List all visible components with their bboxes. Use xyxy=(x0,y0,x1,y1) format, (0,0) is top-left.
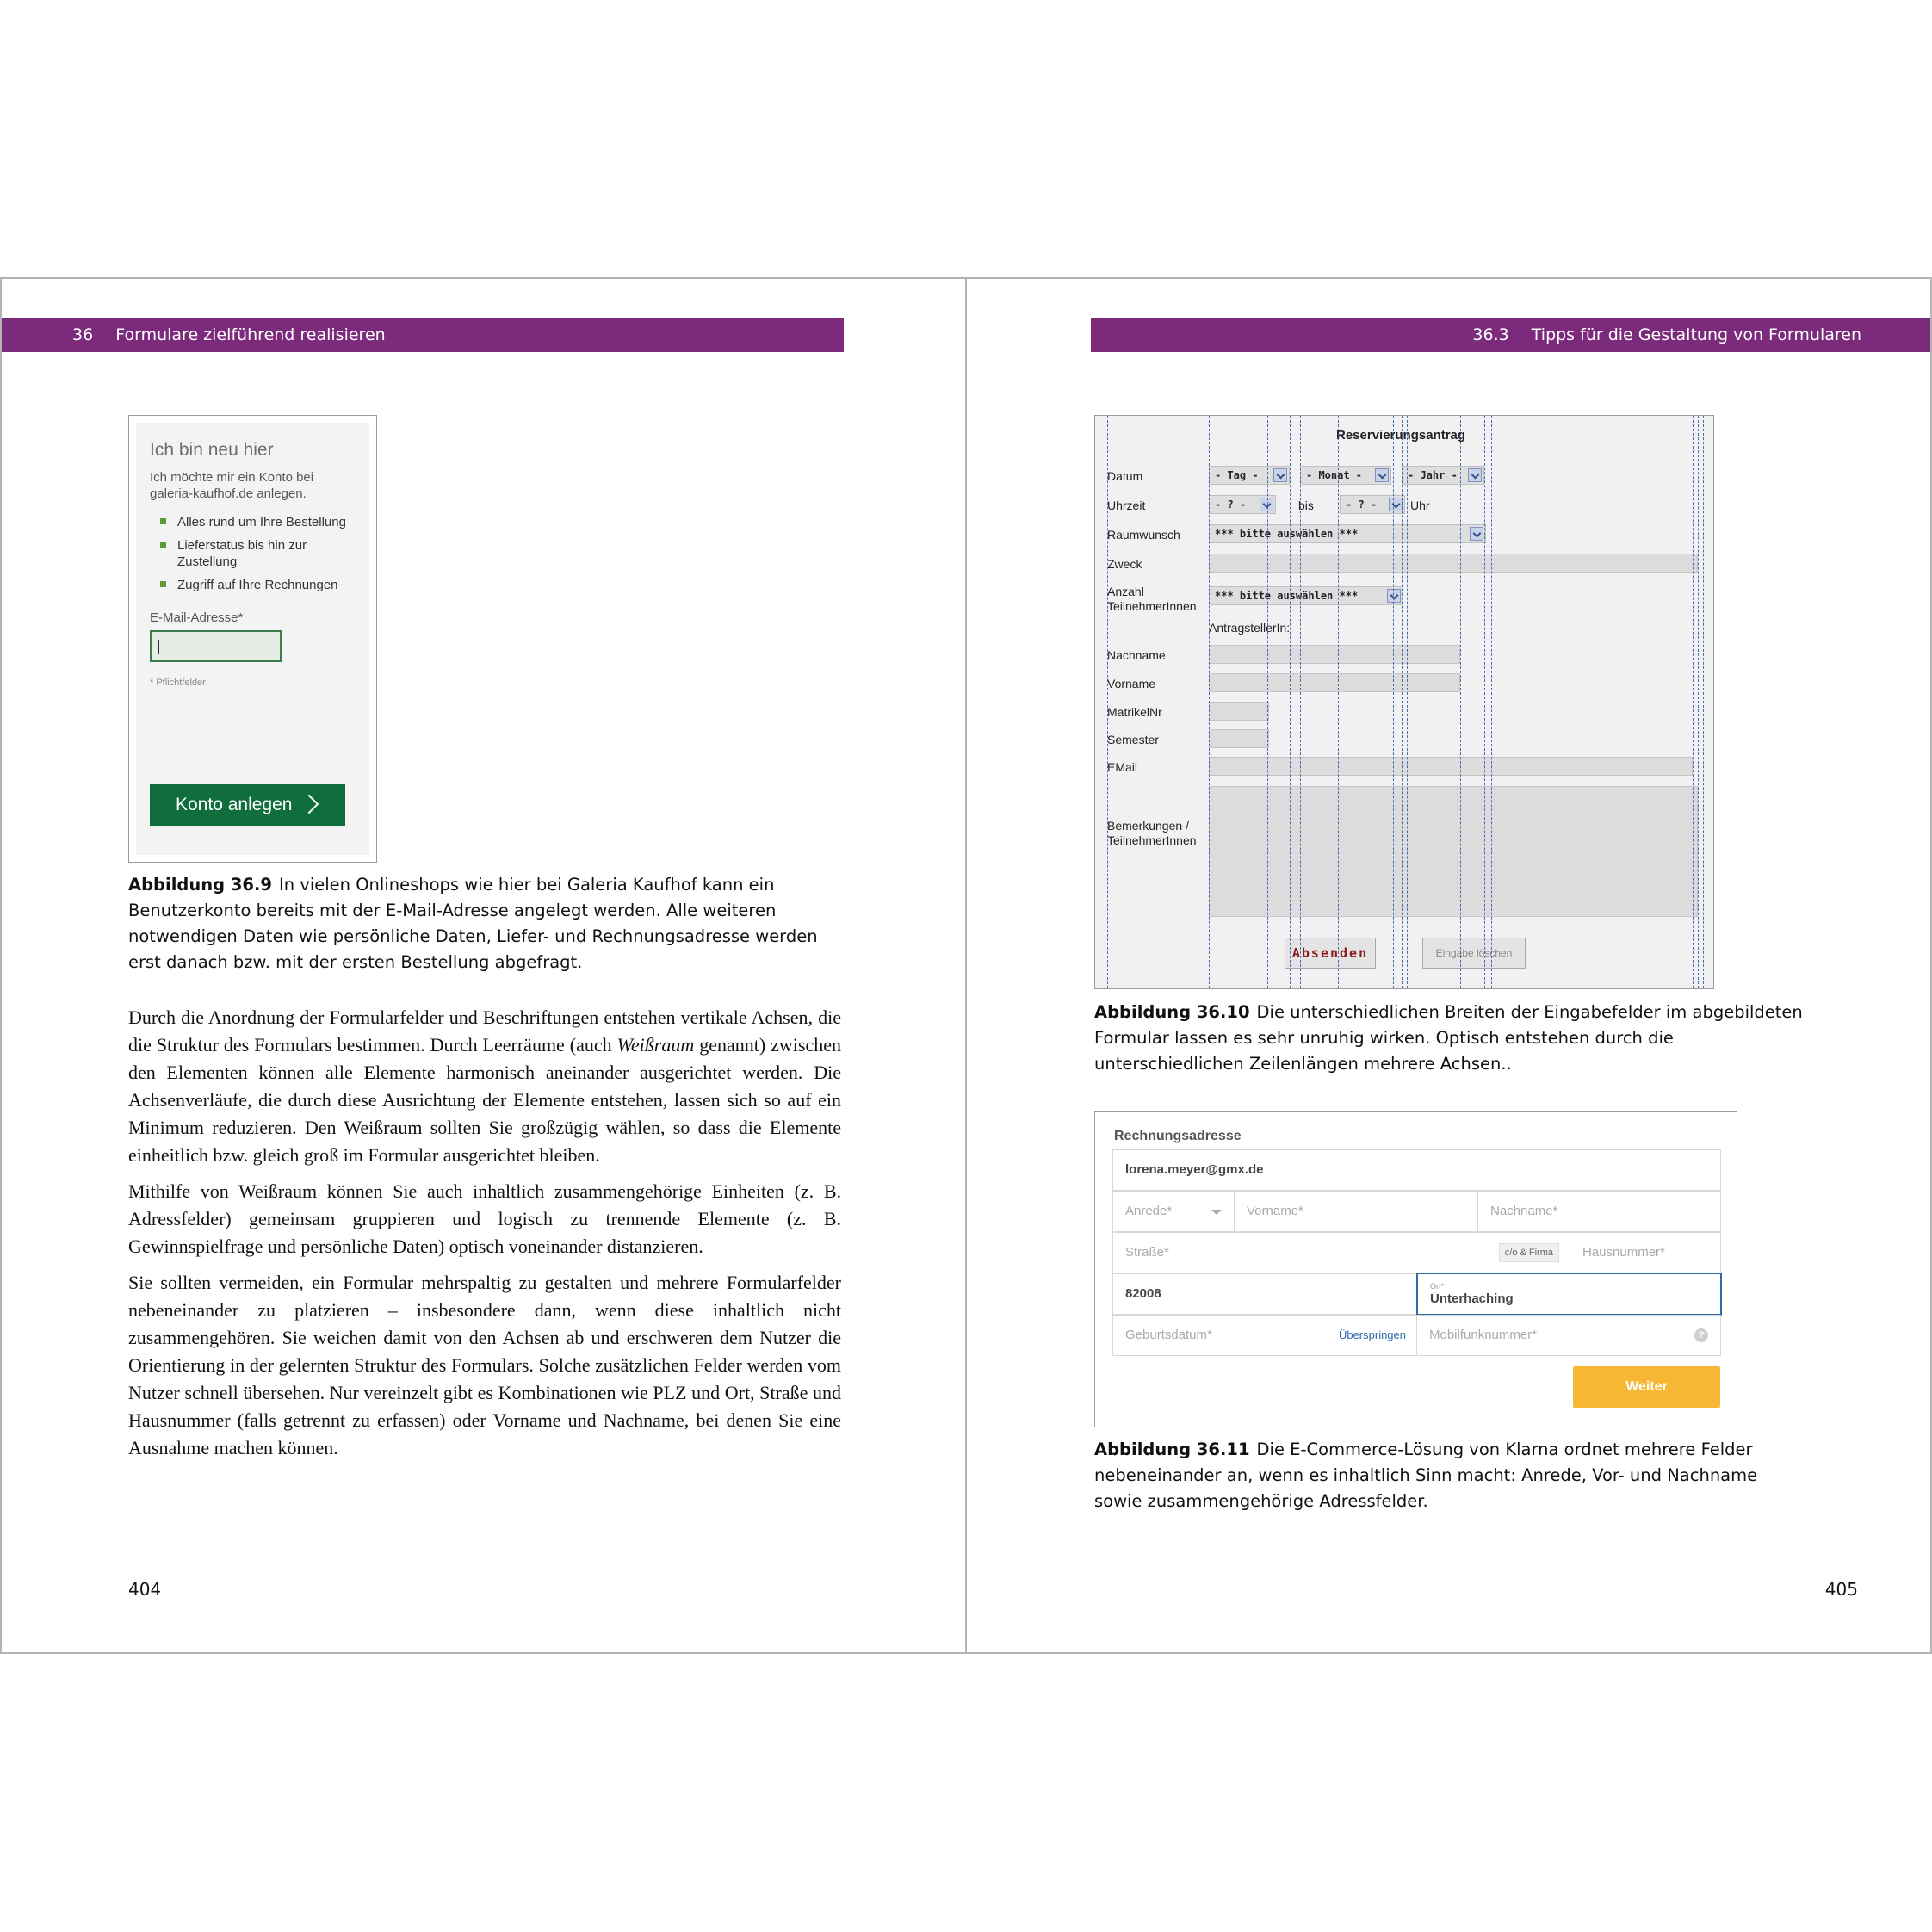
figure-klarna-form xyxy=(1094,1111,1737,1427)
select-participants[interactable]: *** bitte auswählen *** xyxy=(1209,586,1403,605)
create-account-button[interactable] xyxy=(150,784,345,826)
text-cursor xyxy=(158,640,159,654)
email-field[interactable]: lorena.meyer@gmx.de xyxy=(1112,1149,1721,1191)
select-month[interactable]: - Monat - xyxy=(1300,466,1391,485)
alignment-axis xyxy=(1209,416,1210,988)
label-zweck: Zweck xyxy=(1107,557,1142,571)
benefit-list xyxy=(150,514,356,593)
input-purpose[interactable] xyxy=(1209,554,1698,573)
page-number: 405 xyxy=(1824,1579,1858,1600)
signup-title: Ich bin neu hier xyxy=(150,440,274,460)
create-account-label: Konto anlegen xyxy=(176,795,293,814)
email-input[interactable] xyxy=(150,630,282,662)
paragraph: Sie sollten vermeiden, ein Formular mehrspaltig zu gestalten und mehrere Formularfelder nebeneinander zu platzieren – insbesondere dann, wenn diese inhaltlich nicht zusammengehören. Sie weichen damit von den Achsen ab und erschweren dem Nutzer die Orientierung in der gelernten Struktur des Formulars. Solche zusätzlichen Felder werden vom Nutzer schnell übersehen. Nur vereinzelt gibt es Kombinationen wie PLZ und Ort, Straße und Hausnummer (falls getrennt zu erfassen) oder Vorname und Nachname, bei denen Sie eine Ausnahme machen können. xyxy=(128,1272,841,1458)
form-title: Reservierungsantrag xyxy=(1336,428,1466,443)
chevron-right-icon xyxy=(300,795,319,814)
benefit-item: Lieferstatus bis hin zur Zustellung xyxy=(150,537,356,570)
input-semester[interactable] xyxy=(1209,729,1269,748)
label-uhrzeit: Uhrzeit xyxy=(1107,498,1146,512)
alignment-axis xyxy=(1460,416,1461,988)
left-page xyxy=(0,277,967,1654)
paragraph: Durch die Anordnung der Formularfelder und Beschriftungen entstehen vertikale Achsen, die die Struktur des Formulars bestimmen. Durch Leerräume (auch Weißraum genannt) zwischen den Elementen können alle Elemente harmonisch aneinander ausgerichtet werden. Die Achsenverläufe, die durch diese Ausrichtung der Elemente entstehen, lassen sich so auf ein Minimum reduzieren. Den Weißraum sollten Sie großzügig wählen, so dass die Elemente einheitlich bzw. gleich groß im Formular ausgerichtet bleiben. xyxy=(128,1006,842,1166)
caption-text: Die E-Commerce-Lösung von Klarna ordnet mehrere Felder nebeneinander an, wenn es inhaltlich Sinn macht: Anrede, Vor- und Nachname sowie zusammengehörige Adressfelder. xyxy=(1094,1440,1758,1511)
required-note: * Pflichtfelder xyxy=(150,678,206,688)
input-first-name[interactable] xyxy=(1209,673,1460,692)
label-email: EMail xyxy=(1107,760,1138,774)
body-text xyxy=(128,1004,841,1471)
select-time-to[interactable]: - ? - xyxy=(1340,495,1405,514)
label-bemerkungen: Bemerkungen / TeilnehmerInnen xyxy=(1107,819,1197,847)
city-value: Unterhaching xyxy=(1430,1291,1514,1306)
chapter-number: 36 xyxy=(72,325,94,344)
co-company-button[interactable]: c/o & Firma xyxy=(1499,1243,1559,1262)
select-room[interactable]: *** bitte auswählen *** xyxy=(1209,524,1486,543)
applicant-heading: AntragstellerIn: xyxy=(1209,621,1291,635)
square-bullet-icon xyxy=(160,518,166,524)
paragraph: Mithilfe von Weißraum können Sie auch inhaltlich zusammengehörige Einheiten (z. B. Adressfelder) gemeinsam gruppieren und logisch zu trennende Elemente (z. B. Gewinnspielfrage und persönliche Daten) optisch voneinander distanzieren. xyxy=(128,1180,841,1257)
alignment-axis xyxy=(1338,416,1339,988)
last-name-field[interactable]: Nachname* xyxy=(1477,1191,1721,1232)
help-icon[interactable]: ? xyxy=(1694,1328,1708,1342)
caption-lead: Abbildung 36.11 xyxy=(1094,1440,1250,1459)
continue-button[interactable]: Weiter xyxy=(1573,1366,1720,1408)
alignment-axis xyxy=(1407,416,1408,988)
dropdown-arrow-icon xyxy=(1389,498,1403,511)
select-time-from[interactable]: - ? - xyxy=(1209,495,1276,514)
mobile-field[interactable]: Mobilfunknummer* ? xyxy=(1416,1315,1721,1356)
section-number: 36.3 xyxy=(1472,325,1509,344)
alignment-axis xyxy=(1267,416,1268,988)
dropdown-arrow-icon xyxy=(1387,589,1401,603)
label-semester: Semester xyxy=(1107,733,1159,746)
page-number: 404 xyxy=(128,1579,162,1600)
caption-lead: Abbildung 36.10 xyxy=(1094,1002,1250,1022)
benefit-item: Alles rund um Ihre Bestellung xyxy=(150,514,356,530)
dropdown-arrow-icon xyxy=(1468,468,1482,482)
benefit-item: Zugriff auf Ihre Rechnungen xyxy=(150,577,356,593)
label-anzahl: Anzahl TeilnehmerInnen xyxy=(1107,585,1197,613)
first-name-field[interactable]: Vorname* xyxy=(1234,1191,1478,1232)
alignment-axis xyxy=(1491,416,1492,988)
label-nachname: Nachname xyxy=(1107,648,1166,662)
dropdown-arrow-icon xyxy=(1375,468,1389,482)
email-label: E-Mail-Adresse* xyxy=(150,610,244,625)
label-datum: Datum xyxy=(1107,469,1143,483)
reset-button[interactable]: Eingabe löschen xyxy=(1422,938,1526,969)
alignment-axis xyxy=(1698,416,1699,988)
square-bullet-icon xyxy=(160,542,166,548)
select-day[interactable]: - Tag - xyxy=(1209,466,1290,485)
input-last-name[interactable] xyxy=(1209,645,1460,664)
city-field[interactable] xyxy=(1416,1273,1722,1316)
input-email[interactable] xyxy=(1209,757,1693,776)
house-number-field[interactable]: Hausnummer* xyxy=(1570,1232,1721,1273)
caption-36-11 xyxy=(1094,1437,1809,1514)
signup-intro: Ich möchte mir ein Konto bei galeria-kaufhof.de anlegen. xyxy=(150,470,314,501)
salutation-select[interactable]: Anrede* xyxy=(1112,1191,1235,1232)
alignment-axis xyxy=(1484,416,1485,988)
uhr-text: Uhr xyxy=(1410,498,1430,512)
select-year[interactable]: - Jahr - xyxy=(1402,466,1484,485)
right-page xyxy=(965,277,1932,1654)
figure-reservation-form xyxy=(1094,415,1714,989)
caption-36-9 xyxy=(128,872,851,975)
dropdown-arrow-icon xyxy=(1273,468,1287,482)
figure-galeria-signup xyxy=(128,415,377,863)
signup-panel xyxy=(136,423,369,855)
section-title: Tipps für die Gestaltung von Formularen xyxy=(1531,325,1861,344)
billing-address-title: Rechnungsadresse xyxy=(1114,1129,1242,1143)
skip-link[interactable]: Überspringen xyxy=(1338,1328,1406,1341)
square-bullet-icon xyxy=(160,581,166,587)
alignment-axis xyxy=(1300,416,1301,988)
dropdown-arrow-icon xyxy=(1260,498,1273,511)
postal-code-field[interactable]: 82008 xyxy=(1112,1273,1417,1315)
city-label: Ort* xyxy=(1430,1282,1445,1291)
label-vorname: Vorname xyxy=(1107,677,1156,690)
chevron-down-icon xyxy=(1211,1210,1222,1215)
italic-term: Weißraum xyxy=(616,1034,695,1056)
alignment-axis xyxy=(1703,416,1704,988)
alignment-axis xyxy=(1107,416,1108,988)
running-header xyxy=(1091,318,1932,352)
street-field[interactable]: Straße* c/o & Firma xyxy=(1112,1232,1570,1273)
birthdate-field[interactable]: Geburtsdatum* Überspringen xyxy=(1112,1315,1417,1356)
input-student-id[interactable] xyxy=(1209,702,1269,721)
bis-text: bis xyxy=(1298,498,1314,512)
caption-lead: Abbildung 36.9 xyxy=(128,875,272,895)
label-matrikelnr: MatrikelNr xyxy=(1107,705,1162,719)
dropdown-arrow-icon xyxy=(1470,527,1483,541)
textarea-remarks[interactable] xyxy=(1209,786,1698,917)
alignment-axis xyxy=(1693,416,1694,988)
alignment-axis xyxy=(1290,416,1291,988)
caption-36-10 xyxy=(1094,1000,1809,1077)
chapter-title: Formulare zielführend realisieren xyxy=(115,325,386,344)
caption-text: Die unterschiedlichen Breiten der Eingabefelder im abgebildeten Formular lassen es sehr unruhig wirken. Optisch entstehen durch die unterschiedlichen Zeilenlängen mehrere Achsen.. xyxy=(1094,1002,1803,1074)
alignment-axis xyxy=(1393,416,1394,988)
running-header xyxy=(2,318,844,352)
submit-button[interactable]: Absenden xyxy=(1285,938,1376,969)
alignment-axis xyxy=(1402,416,1403,988)
label-raumwunsch: Raumwunsch xyxy=(1107,528,1180,542)
caption-text: In vielen Onlineshops wie hier bei Galeria Kaufhof kann ein Benutzerkonto bereits mit der E-Mail-Adresse angelegt werden. Alle weiteren notwendigen Daten wie persönliche Daten, Liefer- und Rechnungsadresse werden erst danach bzw. mit der ersten Bestellung abgefragt. xyxy=(128,875,818,972)
